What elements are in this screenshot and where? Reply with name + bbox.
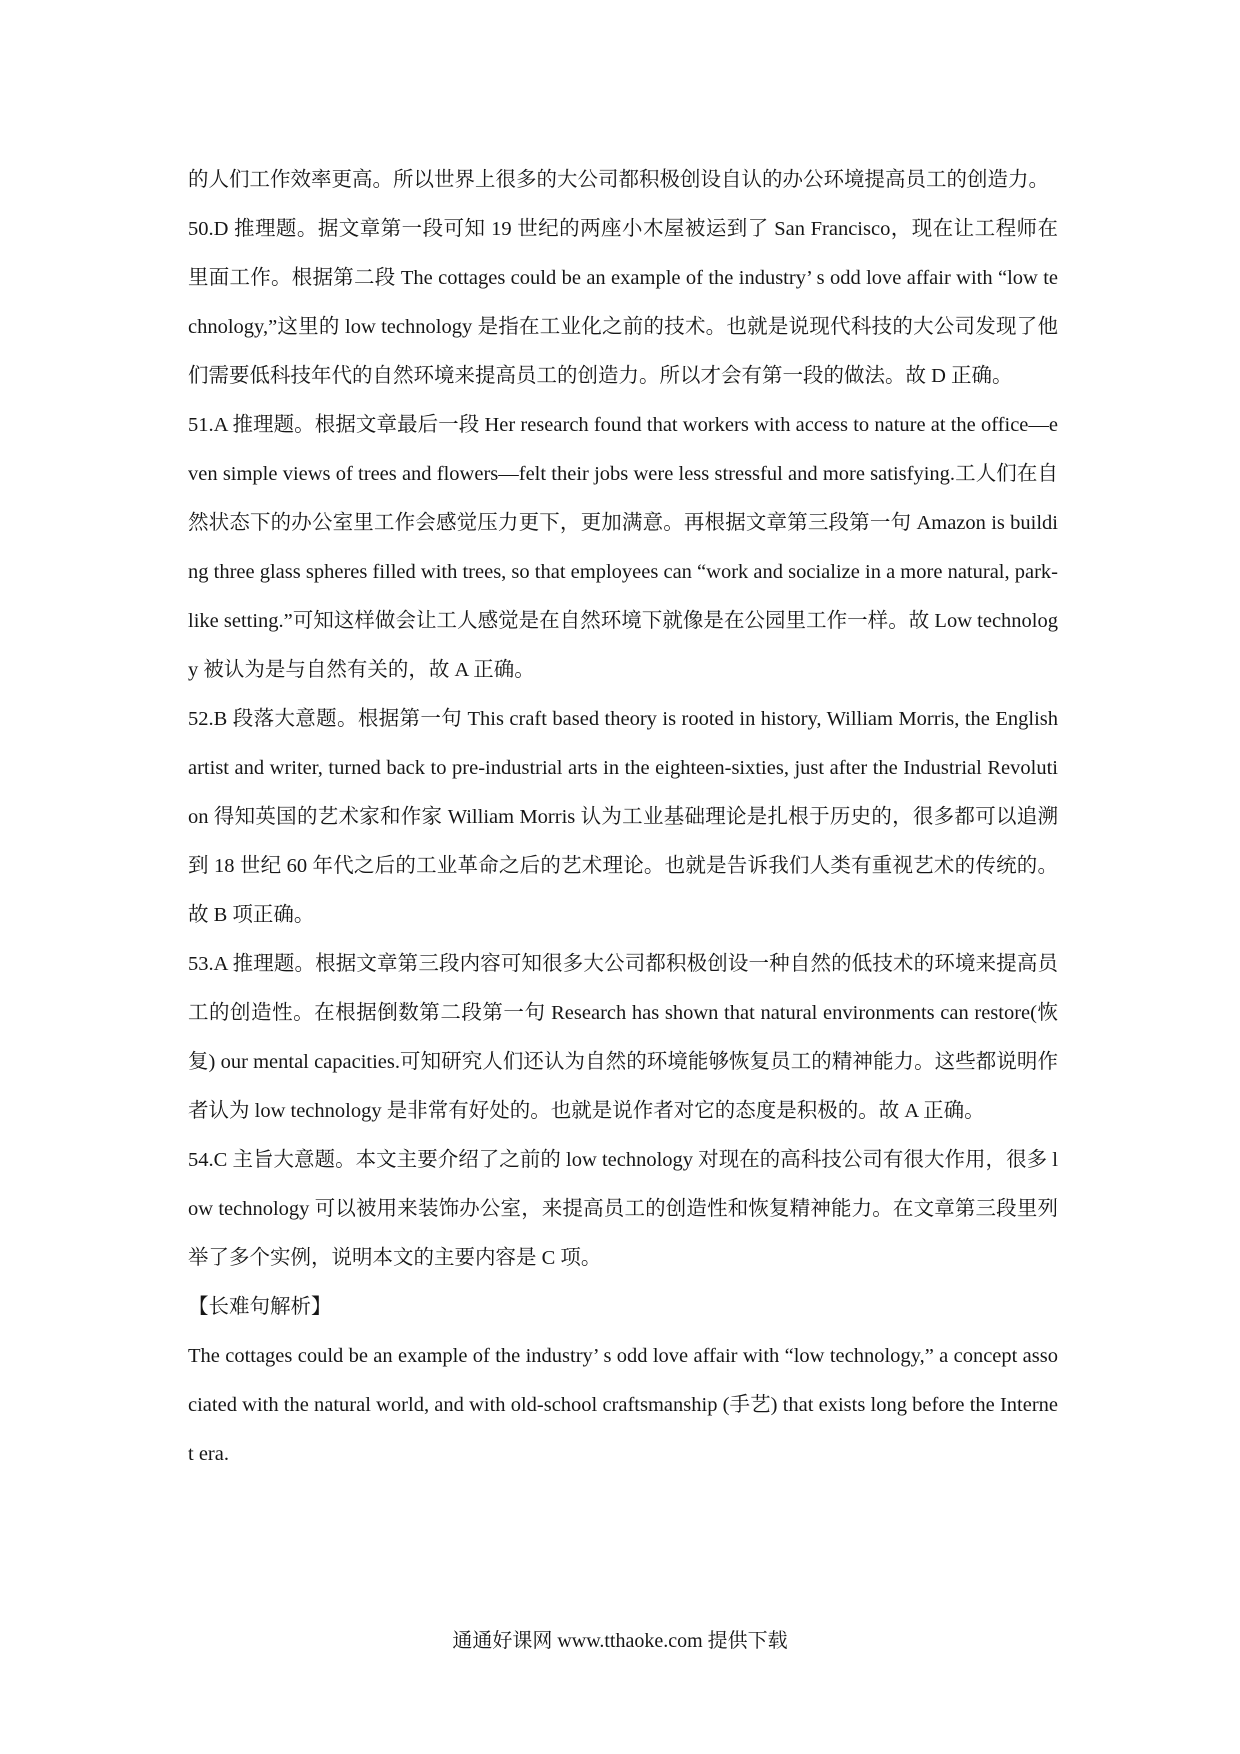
answer-50-explanation: 50.D 推理题。据文章第一段可知 19 世纪的两座小木屋被运到了 San Francisco，现在让工程师在里面工作。根据第二段 The cottages could be an example of the industry’ s odd love affair with “low technology,”这里的 low technology 是指在工业化之前的技术。也就是说现代科技的大公司发现了他们需要低科技年代的自然环境来提高员工的创造力。所以才会有第一段的做法。故 D 正确。 (188, 218, 1058, 387)
long-sentence-analysis: The cottages could be an example of the industry’ s odd love affair with “low technology,” a concept associated with the natural world, and with old-school craftsmanship (手艺) that exists long before the Internet era. (188, 1345, 1058, 1465)
answer-53-explanation: 53.A 推理题。根据文章第三段内容可知很多大公司都积极创设一种自然的低技术的环境来提高员工的创造性。在根据倒数第二段第一句 Research has shown that natural environments can restore(恢复) our mental capacities.可知研究人们还认为自然的环境能够恢复员工的精神能力。这些都说明作者认为 low technology 是非常有好处的。也就是说作者对它的态度是积极的。故 A 正确。 (188, 953, 1058, 1122)
section-heading: 【长难句解析】 (188, 1296, 332, 1318)
page-footer: 通通好课网 www.tthaoke.com 提供下载 (452, 1630, 788, 1652)
paragraph-continuation: 的人们工作效率更高。所以世界上很多的大公司都积极创设自认的办公环境提高员工的创造力。 (188, 169, 1049, 191)
document-body (188, 156, 1058, 1479)
answer-52-explanation: 52.B 段落大意题。根据第一句 This craft based theory is rooted in history, William Morris, the English artist and writer, turned back to pre-industrial arts in the eighteen-sixties, just after the Industrial Revolution 得知英国的艺术家和作家 William Morris 认为工业基础理论是扎根于历史的，很多都可以追溯到 18 世纪 60 年代之后的工业革命之后的艺术理论。也就是告诉我们人类有重视艺术的传统的。故 B 项正确。 (188, 708, 1058, 926)
answer-54-explanation: 54.C 主旨大意题。本文主要介绍了之前的 low technology 对现在的高科技公司有很大作用，很多 low technology 可以被用来装饰办公室，来提高员工的创造性和恢复精神能力。在文章第三段里列举了多个实例，说明本文的主要内容是 C 项。 (188, 1149, 1058, 1269)
answer-51-explanation: 51.A 推理题。根据文章最后一段 Her research found that workers with access to nature at the office—even simple views of trees and flowers—felt their jobs were less stressful and more satisfying.工人们在自然状态下的办公室里工作会感觉压力更下，更加满意。再根据文章第三段第一句 Amazon is building three glass spheres filled with trees, so that employees can “work and socialize in a more natural, park-like setting.”可知这样做会让工人感觉是在自然环境下就像是在公园里工作一样。故 Low technology 被认为是与自然有关的，故 A 正确。 (188, 414, 1058, 681)
